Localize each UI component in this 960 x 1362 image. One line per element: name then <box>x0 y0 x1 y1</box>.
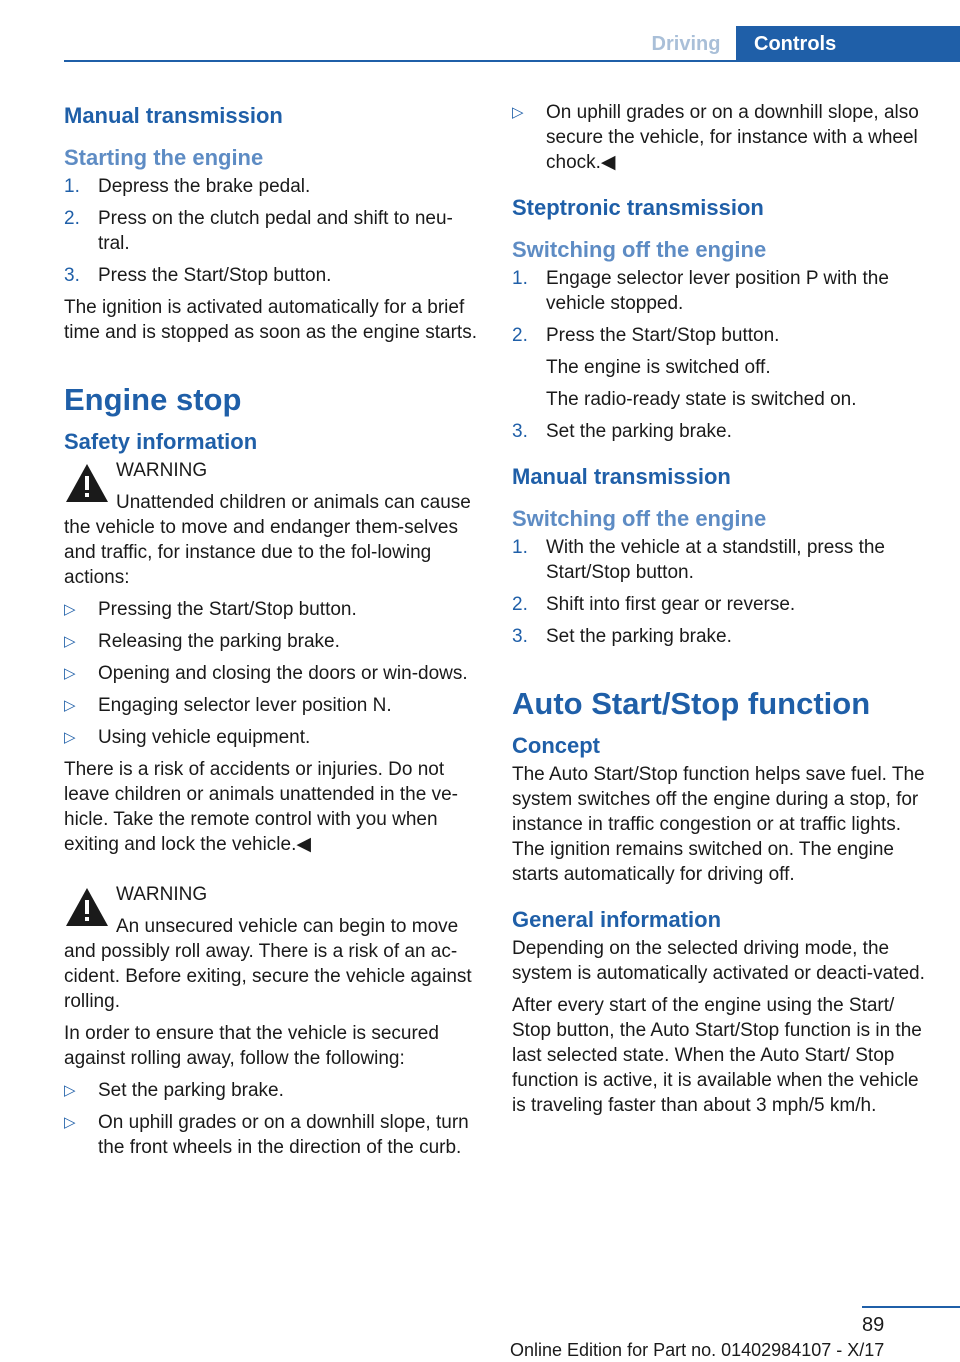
warning-label: WARNING <box>116 460 208 481</box>
heading-concept: Concept <box>512 733 600 758</box>
warning-triangle-icon <box>64 462 110 504</box>
heading-manual-transmission: Manual transmission <box>64 103 283 128</box>
warning-text: An unsecured vehicle can begin to move and possibly roll away. There is a risk of an ac-cident. Before exiting, secure the vehicle against rolling. <box>64 916 472 1012</box>
concept-paragraph: The Auto Start/Stop function helps save fuel. The system switches off the engine during a stop, for instance in traffic congestion or at traffic lights. The ignition remains switched on. The engine starts automatically for driving off. <box>512 764 925 885</box>
bullet-triangle-icon: ▷ <box>64 697 76 714</box>
general-paragraph-1: Depending on the selected driving mode, the system is automatically activated or deacti-vated. <box>512 938 925 984</box>
list-item: 3. Set the parking brake. <box>512 626 732 647</box>
general-paragraph-2: After every start of the engine using the Start/ Stop button, the Auto Start/Stop function is in the last selected state. When the Auto Start/ Stop function is active, it is available when the vehicle is traveling faster than about 3 mph/5 km/h. <box>512 995 922 1116</box>
manual-steps-list <box>512 535 930 649</box>
left-column <box>64 100 482 1167</box>
list-item: 2. Press the Start/Stop button. The engine is switched off. The radio-ready state is switched on. <box>512 323 930 412</box>
list-number: 2. <box>512 594 528 615</box>
list-item: 1. Depress the brake pedal. <box>64 176 311 197</box>
heading-starting-engine: Starting the engine <box>64 145 264 170</box>
edition-note: Online Edition for Part no. 01402984107 - X/17 <box>510 1340 885 1360</box>
list-number: 3. <box>512 626 528 647</box>
warning-block-2 <box>64 882 482 1014</box>
list-item: 1. With the vehicle at a standstill, press the Start/Stop button. <box>512 537 885 583</box>
list-item: 2. Shift into first gear or reverse. <box>512 594 796 615</box>
warning-label: WARNING <box>116 884 208 905</box>
warning-2-bullets <box>64 1078 482 1160</box>
list-number: 1. <box>64 176 80 197</box>
list-item: 1. Engage selector lever position P with the vehicle stopped. <box>512 268 889 314</box>
bullet-triangle-icon: ▷ <box>512 104 524 121</box>
step-note: The engine is switched off. <box>546 357 771 378</box>
page-number: 89 <box>862 1314 885 1336</box>
list-item: ▷ Opening and closing the doors or win-dows. <box>64 663 468 684</box>
list-item: ▷ Releasing the parking brake. <box>64 631 340 652</box>
list-item: ▷ Set the parking brake. <box>64 1080 284 1101</box>
warning-triangle-icon <box>64 886 110 928</box>
heading-manual-transmission-2: Manual transmission <box>512 464 731 489</box>
list-item: ▷ Engaging selector lever position N. <box>64 695 392 716</box>
warning-text: Unattended children or animals can cause the vehicle to move and endanger them-selves and traffic, for instance due to the fol-lowing actions: <box>64 492 471 588</box>
warning-1-bullets <box>64 597 482 750</box>
bullet-triangle-icon: ▷ <box>64 1114 76 1131</box>
heading-steptronic-transmission: Steptronic transmission <box>512 195 764 220</box>
list-item: ▷ On uphill grades or on a downhill slope, turn the front wheels in the direction of the curb. <box>64 1112 469 1158</box>
steptronic-steps-list <box>512 266 930 444</box>
footer-rule <box>862 1306 960 1308</box>
warning-1-consequence: There is a risk of accidents or injuries. Do not leave children or animals unattended in the ve-hicle. Take the remote control with you when exiting and lock the vehicle.◀ <box>64 759 458 855</box>
list-item: 3. Press the Start/Stop button. <box>64 265 332 286</box>
bullet-triangle-icon: ▷ <box>64 665 76 682</box>
header-chapter-tab: Controls <box>736 26 960 62</box>
heading-auto-start-stop: Auto Start/Stop function <box>512 686 871 721</box>
start-steps-list <box>64 174 482 288</box>
list-number: 1. <box>512 537 528 558</box>
heading-safety-information: Safety information <box>64 429 258 454</box>
right-column <box>512 100 930 1125</box>
heading-general-information: General information <box>512 907 722 932</box>
heading-switching-off-engine-2: Switching off the engine <box>512 506 767 531</box>
heading-switching-off-engine: Switching off the engine <box>512 237 767 262</box>
list-number: 2. <box>64 208 80 229</box>
bullet-triangle-icon: ▷ <box>64 1082 76 1099</box>
header-rule <box>64 60 960 62</box>
list-item: 3. Set the parking brake. <box>512 421 732 442</box>
heading-engine-stop: Engine stop <box>64 382 242 417</box>
list-item: ▷ Using vehicle equipment. <box>64 727 311 748</box>
bullet-triangle-icon: ▷ <box>64 729 76 746</box>
warning-block-1 <box>64 458 482 590</box>
header-section-tab: Driving <box>651 33 721 55</box>
list-item: ▷ Pressing the Start/Stop button. <box>64 599 357 620</box>
warning-2-instructions: In order to ensure that the vehicle is secured against rolling away, follow the following: <box>64 1023 439 1069</box>
bullet-triangle-icon: ▷ <box>64 633 76 650</box>
bullet-triangle-icon: ▷ <box>64 601 76 618</box>
list-item: 2. Press on the clutch pedal and shift to neu-tral. <box>64 208 453 254</box>
list-number: 3. <box>512 421 528 442</box>
list-number: 1. <box>512 268 528 289</box>
ignition-paragraph: The ignition is activated automatically for a brief time and is stopped as soon as the engine starts. <box>64 297 477 343</box>
list-item: ▷ On uphill grades or on a downhill slope, also secure the vehicle, for instance with a wheel chock.◀ <box>512 102 919 173</box>
list-number: 2. <box>512 325 528 346</box>
step-note: The radio-ready state is switched on. <box>546 389 857 410</box>
list-number: 3. <box>64 265 80 286</box>
